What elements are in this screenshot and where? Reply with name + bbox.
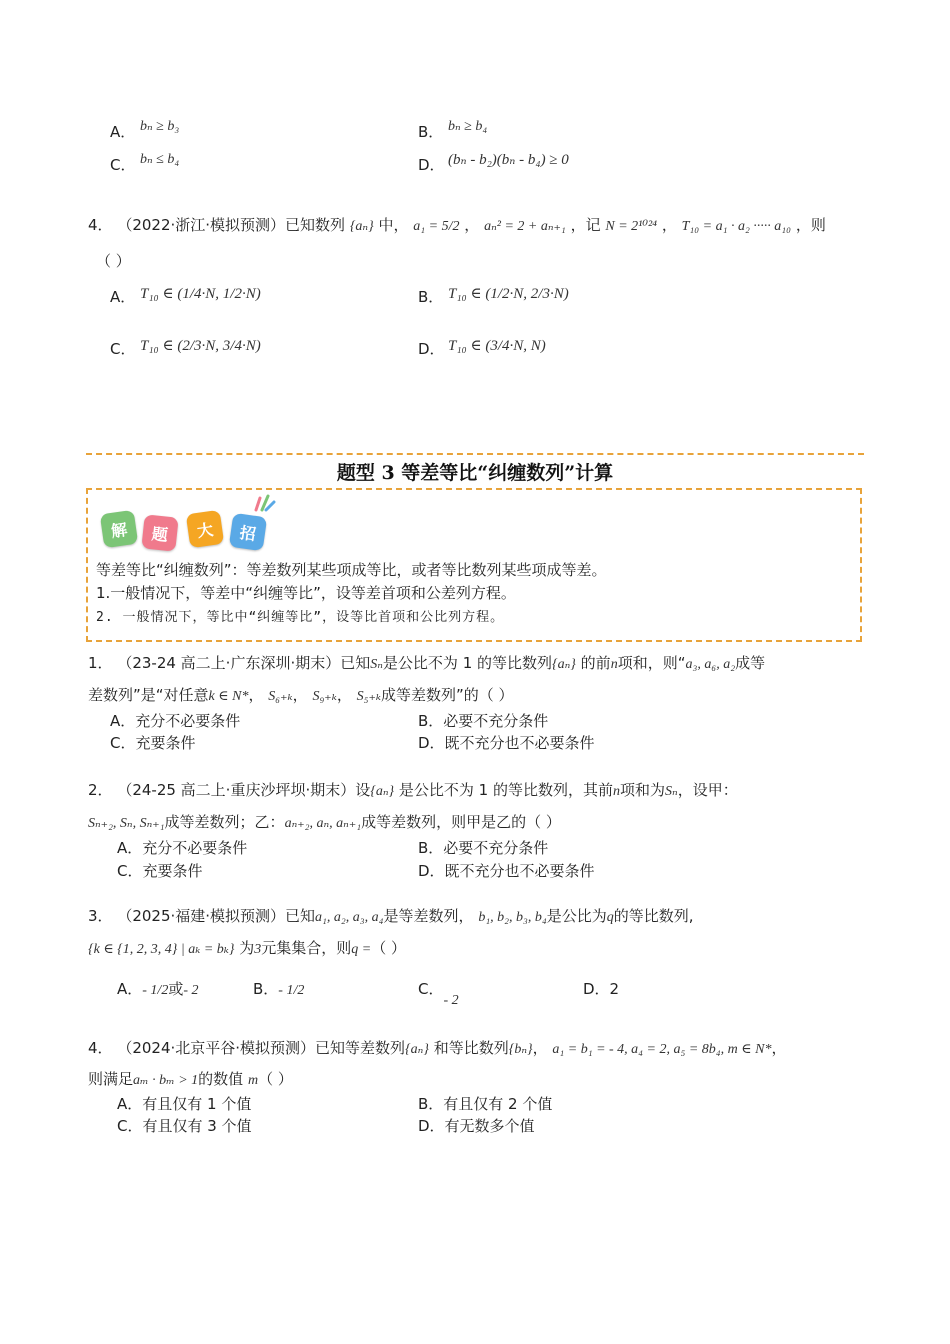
math: a₃, a₆, a₂ bbox=[685, 657, 736, 672]
option-a-math: T₁₀ ∈ (1/4·N, 1/2·N) bbox=[140, 286, 261, 302]
question-4b-stem-line1 bbox=[88, 1037, 787, 1058]
math-a1: a₁ = 5/2 bbox=[413, 219, 460, 234]
option-c-label: C． bbox=[110, 156, 136, 174]
option-b: B．必要不充分条件 bbox=[418, 839, 549, 857]
text: ，则 bbox=[795, 216, 826, 234]
text: 的等比数列, bbox=[613, 907, 694, 925]
math: S₅₊ₖ bbox=[356, 689, 381, 704]
question-text: （2024·北京平谷·模拟预测）已知等差数列 bbox=[117, 1039, 406, 1057]
option-a-math: bₙ ≥ b₃ bbox=[140, 119, 180, 134]
math: - 1/2 bbox=[142, 983, 169, 998]
option-a-label: A． bbox=[110, 288, 136, 306]
option-c-math: T₁₀ ∈ (2/3·N, 3/4·N) bbox=[140, 338, 261, 354]
tip-line-3: 2. 一般情况下，等比中“纠缠等比”，设等比首项和公比列方程。 bbox=[96, 610, 505, 625]
math: q = bbox=[351, 942, 372, 957]
question-number: 1． bbox=[88, 654, 113, 672]
math: a₁, a₂, a₃, a₄ bbox=[315, 910, 384, 925]
text: 成等 bbox=[735, 654, 766, 672]
math: {bₙ} bbox=[508, 1042, 533, 1057]
text: 是公比不为 1 的等比数列 bbox=[382, 654, 553, 672]
badge-zhao: 招 bbox=[229, 513, 267, 551]
option-a bbox=[117, 978, 199, 999]
text: ， bbox=[771, 1039, 787, 1057]
question-text: （24-25 高二上·重庆沙坪坝·期末）设 bbox=[117, 781, 371, 799]
tip-line-1: 等差等比“纠缠数列”：等差数列某些项成等比，或者等比数列某些项成等差。 bbox=[96, 561, 607, 579]
math: b₁, b₂, b₃, b₄ bbox=[478, 910, 547, 925]
option-c: C．充要条件 bbox=[117, 862, 203, 880]
option-d: D．既不充分也不必要条件 bbox=[418, 862, 595, 880]
option-a: A．有且仅有 1 个值 bbox=[117, 1095, 252, 1113]
question-1-stem-line1 bbox=[88, 652, 765, 673]
question-number: 2． bbox=[88, 781, 113, 799]
badge-ti: 题 bbox=[141, 514, 178, 551]
sparkle-icon bbox=[252, 492, 276, 512]
text: 是公比不为 1 的等比数列，其前 bbox=[398, 781, 613, 799]
text: 中， bbox=[378, 216, 409, 234]
question-3-stem-line2 bbox=[88, 937, 406, 958]
text: 为 bbox=[239, 939, 255, 957]
math: - 2 bbox=[443, 993, 459, 1008]
text: ，设甲： bbox=[677, 781, 738, 799]
option-b-label: B． bbox=[418, 123, 444, 141]
math: aₙ₊₂, aₙ, aₙ₊₁ bbox=[284, 816, 362, 831]
text: 项和为 bbox=[619, 781, 665, 799]
question-number: 3． bbox=[88, 907, 113, 925]
math: a₁ = b₁ = - 4, a₄ = 2, a₅ = 8b₄, m ∈ N* bbox=[552, 1042, 772, 1057]
answer-paren: （ ） bbox=[96, 252, 131, 270]
text: （ ） bbox=[258, 1070, 293, 1088]
math: Sₙ bbox=[370, 657, 383, 672]
option-c-label: C． bbox=[110, 340, 136, 358]
math: Sₙ bbox=[665, 784, 678, 799]
option-a: A．充分不必要条件 bbox=[110, 712, 241, 730]
option-c: C．有且仅有 3 个值 bbox=[117, 1117, 252, 1135]
option-c-math: bₙ ≤ b₄ bbox=[140, 152, 180, 167]
tip-line-2: 1.一般情况下，等差中“纠缠等比”，设等差首项和公差列方程。 bbox=[96, 584, 516, 602]
question-4b-stem-line2 bbox=[88, 1068, 293, 1089]
math: m bbox=[247, 1073, 259, 1088]
math: {k ∈ {1, 2, 3, 4} | aₖ = bₖ} bbox=[88, 942, 235, 957]
question-2-stem-line2 bbox=[88, 811, 561, 832]
math: n bbox=[612, 784, 620, 799]
option-a: A．充分不必要条件 bbox=[117, 839, 248, 857]
text: 则满足 bbox=[88, 1070, 134, 1088]
text: 成等差数列，则甲是乙的（ ） bbox=[361, 813, 561, 831]
option-b: B．必要不充分条件 bbox=[418, 712, 549, 730]
question-number: 4． bbox=[88, 1039, 113, 1057]
text: 和等比数列 bbox=[433, 1039, 509, 1057]
math: k ∈ N* bbox=[208, 689, 249, 704]
text: 或 bbox=[168, 980, 184, 998]
section-title: 题型 3 等差等比“纠缠数列”计算 bbox=[336, 462, 614, 484]
option-d-label: D． bbox=[418, 156, 445, 174]
math: - 2 bbox=[183, 983, 199, 998]
section-top-divider bbox=[86, 453, 864, 455]
option-c bbox=[418, 978, 459, 1008]
math-seq: {aₙ} bbox=[349, 219, 374, 234]
text: 的前 bbox=[580, 654, 611, 672]
option-d-label: D． bbox=[418, 340, 445, 358]
text: （ ） bbox=[371, 939, 407, 957]
question-4a-stem bbox=[88, 214, 826, 235]
question-number: 4． bbox=[88, 216, 113, 234]
option-d-math: (bₙ - b₂)(bₙ - b₄) ≥ 0 bbox=[448, 152, 569, 168]
option-b bbox=[253, 978, 304, 999]
text: ， bbox=[292, 686, 308, 704]
math: q bbox=[606, 910, 614, 925]
text: ， bbox=[532, 1039, 548, 1057]
text: ， bbox=[248, 686, 264, 704]
text: 是等差数列， bbox=[383, 907, 474, 925]
math: {aₙ} bbox=[370, 784, 395, 799]
math: n bbox=[610, 657, 618, 672]
text: 差数列”是“对任意 bbox=[88, 686, 209, 704]
question-2-stem-line1 bbox=[88, 779, 738, 800]
question-text: （2025·福建·模拟预测）已知 bbox=[117, 907, 316, 925]
option-d-math: T₁₀ ∈ (3/4·N, N) bbox=[448, 338, 546, 354]
text: 成等差数列”的（ ） bbox=[380, 686, 514, 704]
option-b-label: B． bbox=[418, 288, 444, 306]
text: ， bbox=[336, 686, 352, 704]
text: ， bbox=[464, 216, 480, 234]
option-b-math: T₁₀ ∈ (1/2·N, 2/3·N) bbox=[448, 286, 569, 302]
text: 的数值 bbox=[198, 1070, 244, 1088]
badge-da: 大 bbox=[186, 510, 224, 548]
math: S₉₊ₖ bbox=[312, 689, 337, 704]
math-N: N = 2¹⁰²⁴ bbox=[605, 219, 658, 234]
option-d: D．既不充分也不必要条件 bbox=[418, 734, 595, 752]
option-label: B． bbox=[253, 980, 279, 998]
option-label: A． bbox=[117, 980, 143, 998]
text: ，记 bbox=[570, 216, 601, 234]
option-b: B．有且仅有 2 个值 bbox=[418, 1095, 553, 1113]
math: aₘ · bₘ > 1 bbox=[133, 1073, 199, 1088]
option-d: D．2 bbox=[583, 980, 620, 998]
text: 项和，则“ bbox=[617, 654, 686, 672]
math-T10: T₁₀ = a₁ · a₂ ····· a₁₀ bbox=[681, 219, 792, 234]
option-d: D．有无数多个值 bbox=[418, 1117, 535, 1135]
option-c: C．充要条件 bbox=[110, 734, 196, 752]
text: 成等差数列；乙： bbox=[164, 813, 285, 831]
math: Sₙ₊₂, Sₙ, Sₙ₊₁ bbox=[88, 816, 165, 831]
math: 3 bbox=[254, 942, 262, 957]
math: {aₙ} bbox=[405, 1042, 429, 1057]
math: S₆₊ₖ bbox=[268, 689, 293, 704]
math: {aₙ} bbox=[552, 657, 576, 672]
math: - 1/2 bbox=[278, 983, 305, 998]
option-b-math: bₙ ≥ b₄ bbox=[448, 119, 488, 134]
question-text: （23-24 高二上·广东深圳·期末）已知 bbox=[117, 654, 371, 672]
text: 是公比为 bbox=[546, 907, 607, 925]
question-1-stem-line2 bbox=[88, 684, 514, 705]
option-label: C． bbox=[418, 980, 444, 998]
text: ， bbox=[661, 216, 677, 234]
question-text: （2022·浙江·模拟预测）已知数列 bbox=[117, 216, 346, 234]
badge-jie: 解 bbox=[100, 510, 138, 548]
option-a-label: A． bbox=[110, 123, 136, 141]
question-3-stem-line1 bbox=[88, 905, 694, 926]
math-recurrence: aₙ² = 2 + aₙ₊₁ bbox=[484, 219, 566, 234]
text: 元集集合，则 bbox=[261, 939, 352, 957]
